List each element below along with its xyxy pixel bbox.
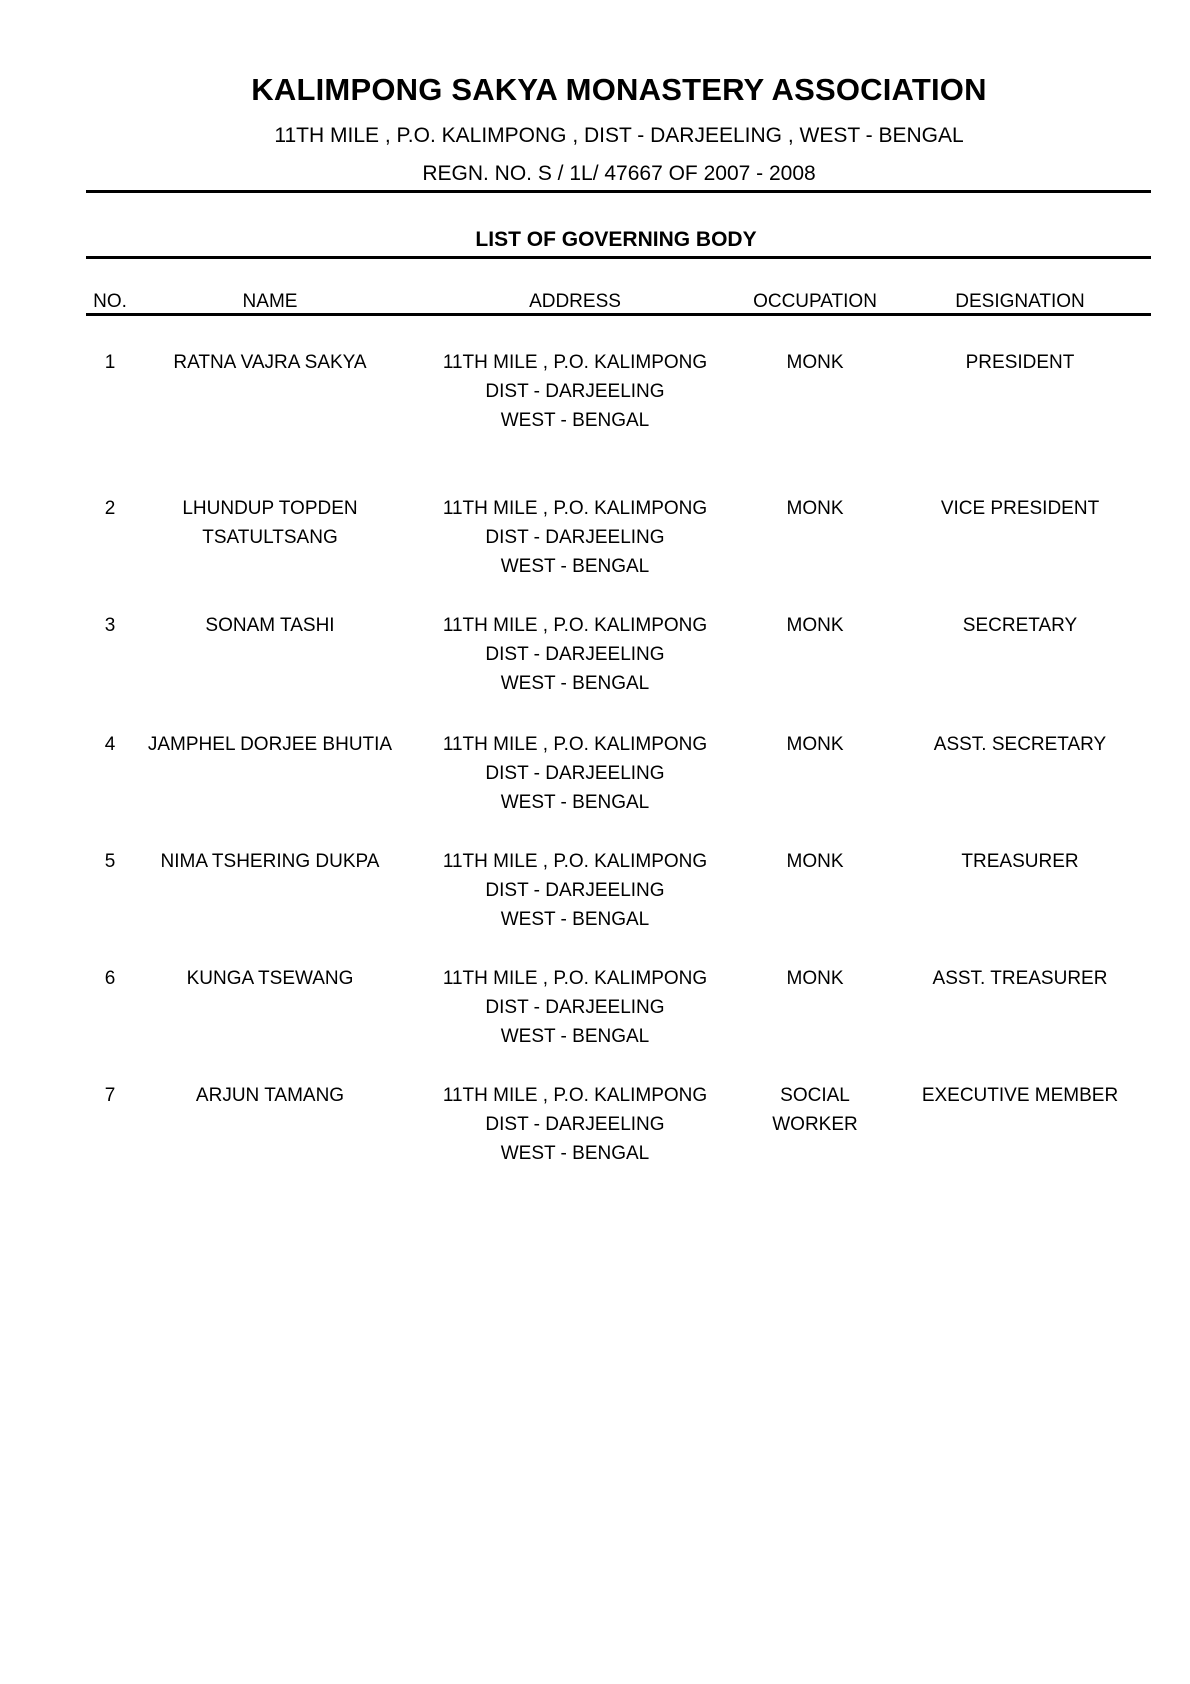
member-address-line: DIST - DARJEELING bbox=[485, 381, 665, 402]
member-name-line: JAMPHEL DORJEE BHUTIA bbox=[147, 734, 393, 755]
member-address-line: 11TH MILE , P.O. KALIMPONG bbox=[442, 615, 708, 636]
member-name bbox=[135, 494, 405, 552]
member-designation bbox=[900, 1081, 1140, 1110]
member-name-line: NIMA TSHERING DUKPA bbox=[160, 851, 380, 872]
member-address-line: DIST - DARJEELING bbox=[485, 1114, 665, 1135]
member-number bbox=[86, 1081, 134, 1110]
member-address-line: 11TH MILE , P.O. KALIMPONG bbox=[442, 498, 708, 519]
member-occupation bbox=[735, 847, 895, 876]
member-address-line: WEST - BENGAL bbox=[500, 556, 650, 577]
member-name bbox=[135, 348, 405, 377]
member-number-line: 7 bbox=[104, 1085, 116, 1106]
member-designation-line: ASST. SECRETARY bbox=[933, 734, 1107, 755]
member-name-line: SONAM TASHI bbox=[205, 615, 335, 636]
member-name bbox=[135, 847, 405, 876]
member-designation-line: SECRETARY bbox=[962, 615, 1078, 636]
member-occupation-line: MONK bbox=[786, 968, 844, 989]
member-address-line: WEST - BENGAL bbox=[500, 909, 650, 930]
member-name bbox=[135, 730, 405, 759]
member-address bbox=[425, 847, 725, 934]
member-address-line: WEST - BENGAL bbox=[500, 1143, 650, 1164]
member-name-line: KUNGA TSEWANG bbox=[186, 968, 354, 989]
member-address-line: 11TH MILE , P.O. KALIMPONG bbox=[442, 968, 708, 989]
member-address-line: WEST - BENGAL bbox=[500, 1026, 650, 1047]
column-header-occupation: OCCUPATION bbox=[753, 291, 877, 312]
member-number-line: 6 bbox=[104, 968, 116, 989]
member-number bbox=[86, 611, 134, 640]
member-name bbox=[135, 1081, 405, 1110]
member-occupation-line: MONK bbox=[786, 615, 844, 636]
header-divider bbox=[86, 190, 1151, 193]
member-occupation bbox=[735, 730, 895, 759]
member-occupation-line: MONK bbox=[786, 734, 844, 755]
member-address bbox=[425, 494, 725, 581]
member-occupation bbox=[735, 964, 895, 993]
member-address bbox=[425, 611, 725, 698]
member-occupation-line: MONK bbox=[786, 352, 844, 373]
member-number bbox=[86, 847, 134, 876]
member-name-line: TSATULTSANG bbox=[202, 527, 338, 548]
member-address-line: WEST - BENGAL bbox=[500, 410, 650, 431]
member-designation-line: VICE PRESIDENT bbox=[940, 498, 1100, 519]
member-number bbox=[86, 494, 134, 523]
member-occupation-line: MONK bbox=[786, 498, 844, 519]
member-address-line: WEST - BENGAL bbox=[500, 792, 650, 813]
member-occupation bbox=[735, 494, 895, 523]
member-designation bbox=[900, 611, 1140, 640]
member-occupation-line: WORKER bbox=[772, 1114, 858, 1135]
column-header-address: ADDRESS bbox=[529, 291, 621, 312]
member-designation-line: TREASURER bbox=[961, 851, 1079, 872]
member-number-line: 4 bbox=[104, 734, 116, 755]
member-address bbox=[425, 348, 725, 435]
member-occupation-line: SOCIAL bbox=[780, 1085, 850, 1106]
member-address bbox=[425, 730, 725, 817]
member-name bbox=[135, 964, 405, 993]
member-occupation bbox=[735, 1081, 895, 1139]
org-address: 11TH MILE , P.O. KALIMPONG , DIST - DARJEELING , WEST - BENGAL bbox=[274, 124, 964, 147]
member-occupation-line: MONK bbox=[786, 851, 844, 872]
member-address-line: DIST - DARJEELING bbox=[485, 527, 665, 548]
member-address-line: DIST - DARJEELING bbox=[485, 644, 665, 665]
member-designation bbox=[900, 348, 1140, 377]
column-header-name: NAME bbox=[242, 291, 298, 312]
member-number-line: 5 bbox=[104, 851, 116, 872]
member-number-line: 1 bbox=[104, 352, 116, 373]
member-address-line: 11TH MILE , P.O. KALIMPONG bbox=[442, 734, 708, 755]
member-address-line: DIST - DARJEELING bbox=[485, 997, 665, 1018]
member-address-line: DIST - DARJEELING bbox=[485, 763, 665, 784]
column-header-designation: DESIGNATION bbox=[955, 291, 1085, 312]
member-name-line: LHUNDUP TOPDEN bbox=[182, 498, 358, 519]
member-number bbox=[86, 730, 134, 759]
member-address-line: DIST - DARJEELING bbox=[485, 880, 665, 901]
member-number-line: 2 bbox=[104, 498, 116, 519]
org-title: KALIMPONG SAKYA MONASTERY ASSOCIATION bbox=[251, 72, 987, 107]
member-number-line: 3 bbox=[104, 615, 116, 636]
member-address-line: 11TH MILE , P.O. KALIMPONG bbox=[442, 352, 708, 373]
member-designation-line: EXECUTIVE MEMBER bbox=[921, 1085, 1119, 1106]
member-designation bbox=[900, 964, 1140, 993]
member-number bbox=[86, 964, 134, 993]
member-designation-line: PRESIDENT bbox=[965, 352, 1075, 373]
column-header-divider bbox=[86, 313, 1151, 316]
member-occupation bbox=[735, 348, 895, 377]
member-name-line: RATNA VAJRA SAKYA bbox=[173, 352, 367, 373]
member-address-line: 11TH MILE , P.O. KALIMPONG bbox=[442, 1085, 708, 1106]
member-designation bbox=[900, 494, 1140, 523]
column-header-no: NO. bbox=[93, 291, 127, 312]
member-designation bbox=[900, 847, 1140, 876]
member-address bbox=[425, 964, 725, 1051]
member-address bbox=[425, 1081, 725, 1168]
member-designation-line: ASST. TREASURER bbox=[932, 968, 1108, 989]
member-name bbox=[135, 611, 405, 640]
member-number bbox=[86, 348, 134, 377]
member-address-line: 11TH MILE , P.O. KALIMPONG bbox=[442, 851, 708, 872]
registration-number: REGN. NO. S / 1L/ 47667 OF 2007 - 2008 bbox=[422, 162, 816, 185]
member-name-line: ARJUN TAMANG bbox=[195, 1085, 345, 1106]
member-designation bbox=[900, 730, 1140, 759]
list-title: LIST OF GOVERNING BODY bbox=[475, 228, 757, 251]
list-title-divider bbox=[86, 256, 1151, 259]
member-occupation bbox=[735, 611, 895, 640]
member-address-line: WEST - BENGAL bbox=[500, 673, 650, 694]
